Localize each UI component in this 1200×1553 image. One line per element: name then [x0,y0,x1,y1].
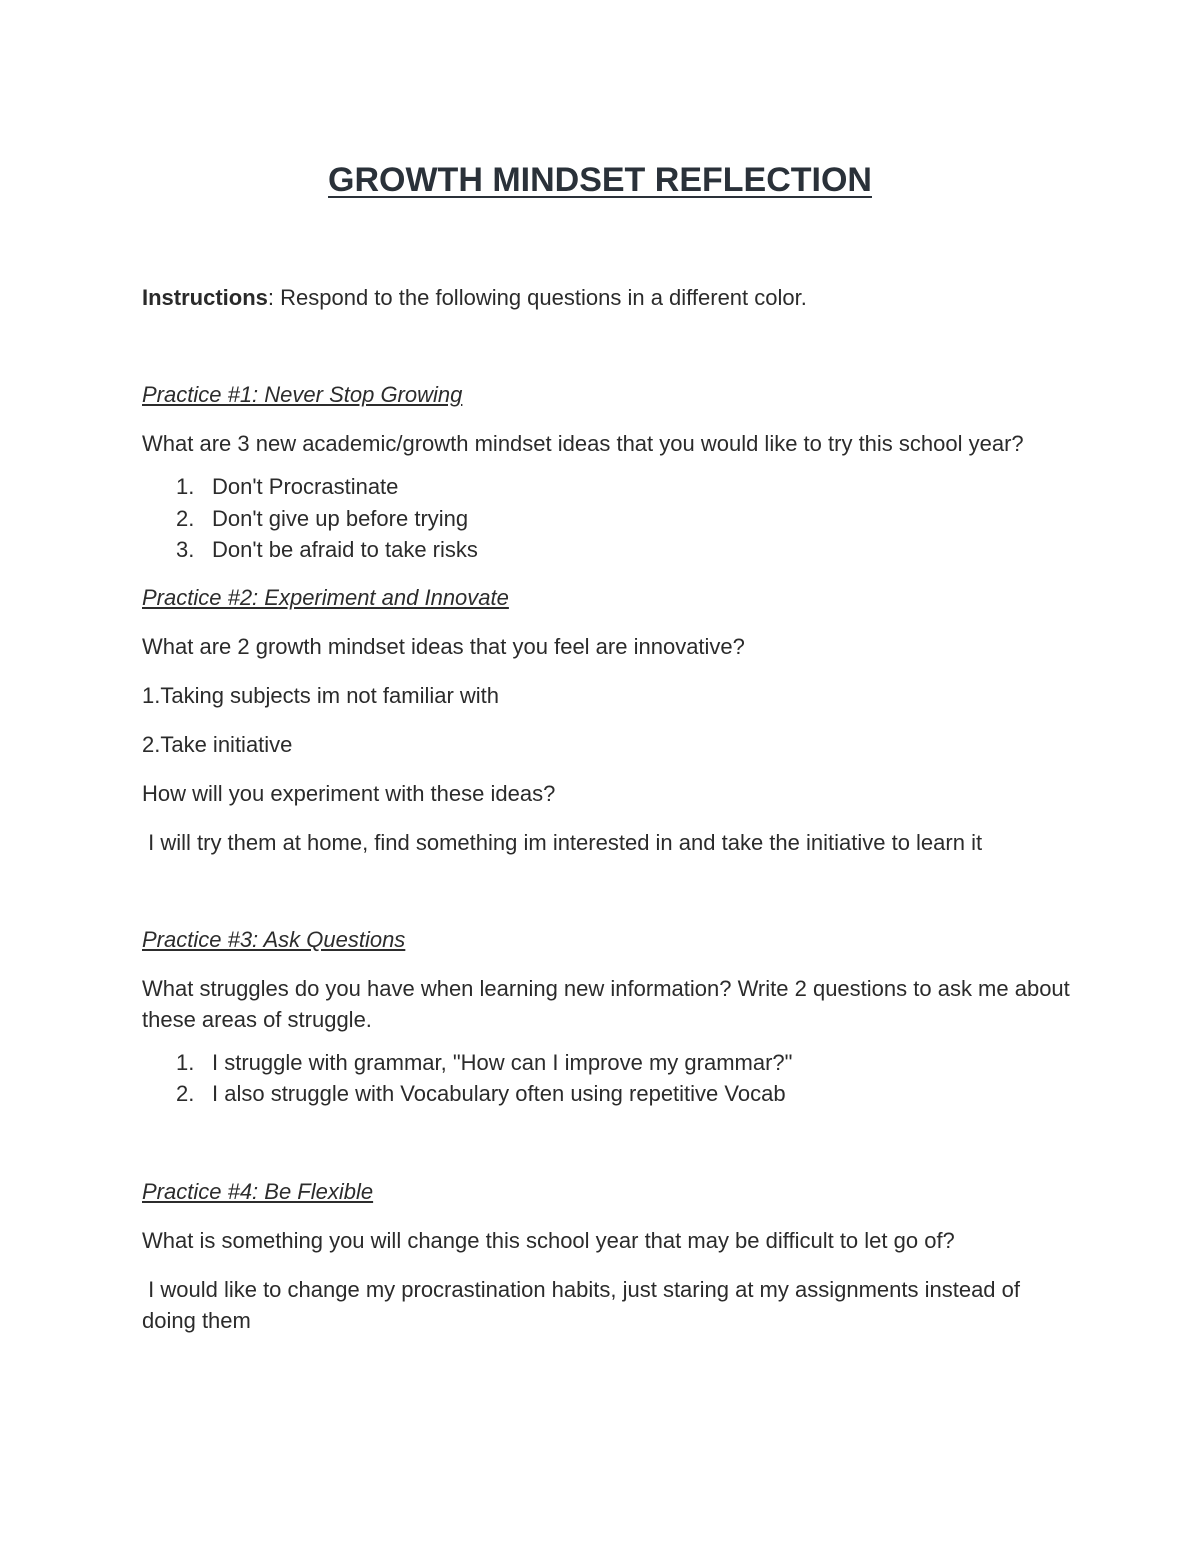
document-body [142,158,1072,1336]
list-item-text: Don't give up before trying [212,505,469,531]
practice-3-answer-list [142,1047,1072,1110]
list-item-text: Don't Procrastinate [212,474,399,499]
list-item [176,471,1072,503]
practice-2-answer-2: 2.Take initiative [142,731,293,757]
list-item [176,1047,1072,1079]
practice-1-heading: Practice #1: Never Stop Growing [142,382,463,407]
list-number: 2. [176,1081,195,1106]
list-number: 3. [176,537,195,562]
practice-4-question: What is something you will change this school year that may be difficult to let go of? [142,1227,955,1253]
instructions-label: Instructions [142,285,268,310]
practice-4-answer: I would like to change my procrastination habits, just staring at my assignments instead of doing them [142,1276,1027,1333]
list-item-text: Don't be afraid to take risks [212,537,478,562]
list-item [176,534,1072,566]
practice-1-answer-list [142,471,1072,566]
practice-1-section [142,379,1072,566]
practice-2-answer-1: 1.Taking subjects im not familiar with [142,682,500,708]
practice-2-section [142,582,1072,858]
page-title: GROWTH MINDSET REFLECTION [328,161,872,199]
practice-3-question: What struggles do you have when learning new information? Write 2 questions to ask me about these areas of struggle. [142,975,1070,1032]
list-item-text: I also struggle with Vocabulary often using repetitive Vocab [212,1081,786,1106]
practice-2-question-2: How will you experiment with these ideas? [142,780,556,806]
list-item [176,503,1072,535]
practice-4-section [142,1176,1072,1336]
list-number: 1. [176,474,195,499]
practice-2-question: What are 2 growth mindset ideas that you feel are innovative? [142,633,745,659]
practice-2-answer-3: I will try them at home, find something im interested in and take the initiative to learn it [142,829,983,855]
practice-4-heading: Practice #4: Be Flexible [142,1178,374,1204]
list-item [176,1078,1072,1110]
practice-3-section [142,924,1072,1110]
practice-2-heading: Practice #2: Experiment and Innovate [142,584,509,610]
practice-1-question: What are 3 new academic/growth mindset ideas that you would like to try this school year? [142,431,1024,456]
instructions [142,282,1072,313]
practice-3-heading: Practice #3: Ask Questions [142,926,406,952]
list-number: 1. [176,1049,195,1075]
list-number: 2. [176,505,195,531]
instructions-text: : Respond to the following questions in a different color. [267,285,807,310]
list-item-text: I struggle with grammar, "How can I improve my grammar?" [212,1049,793,1075]
